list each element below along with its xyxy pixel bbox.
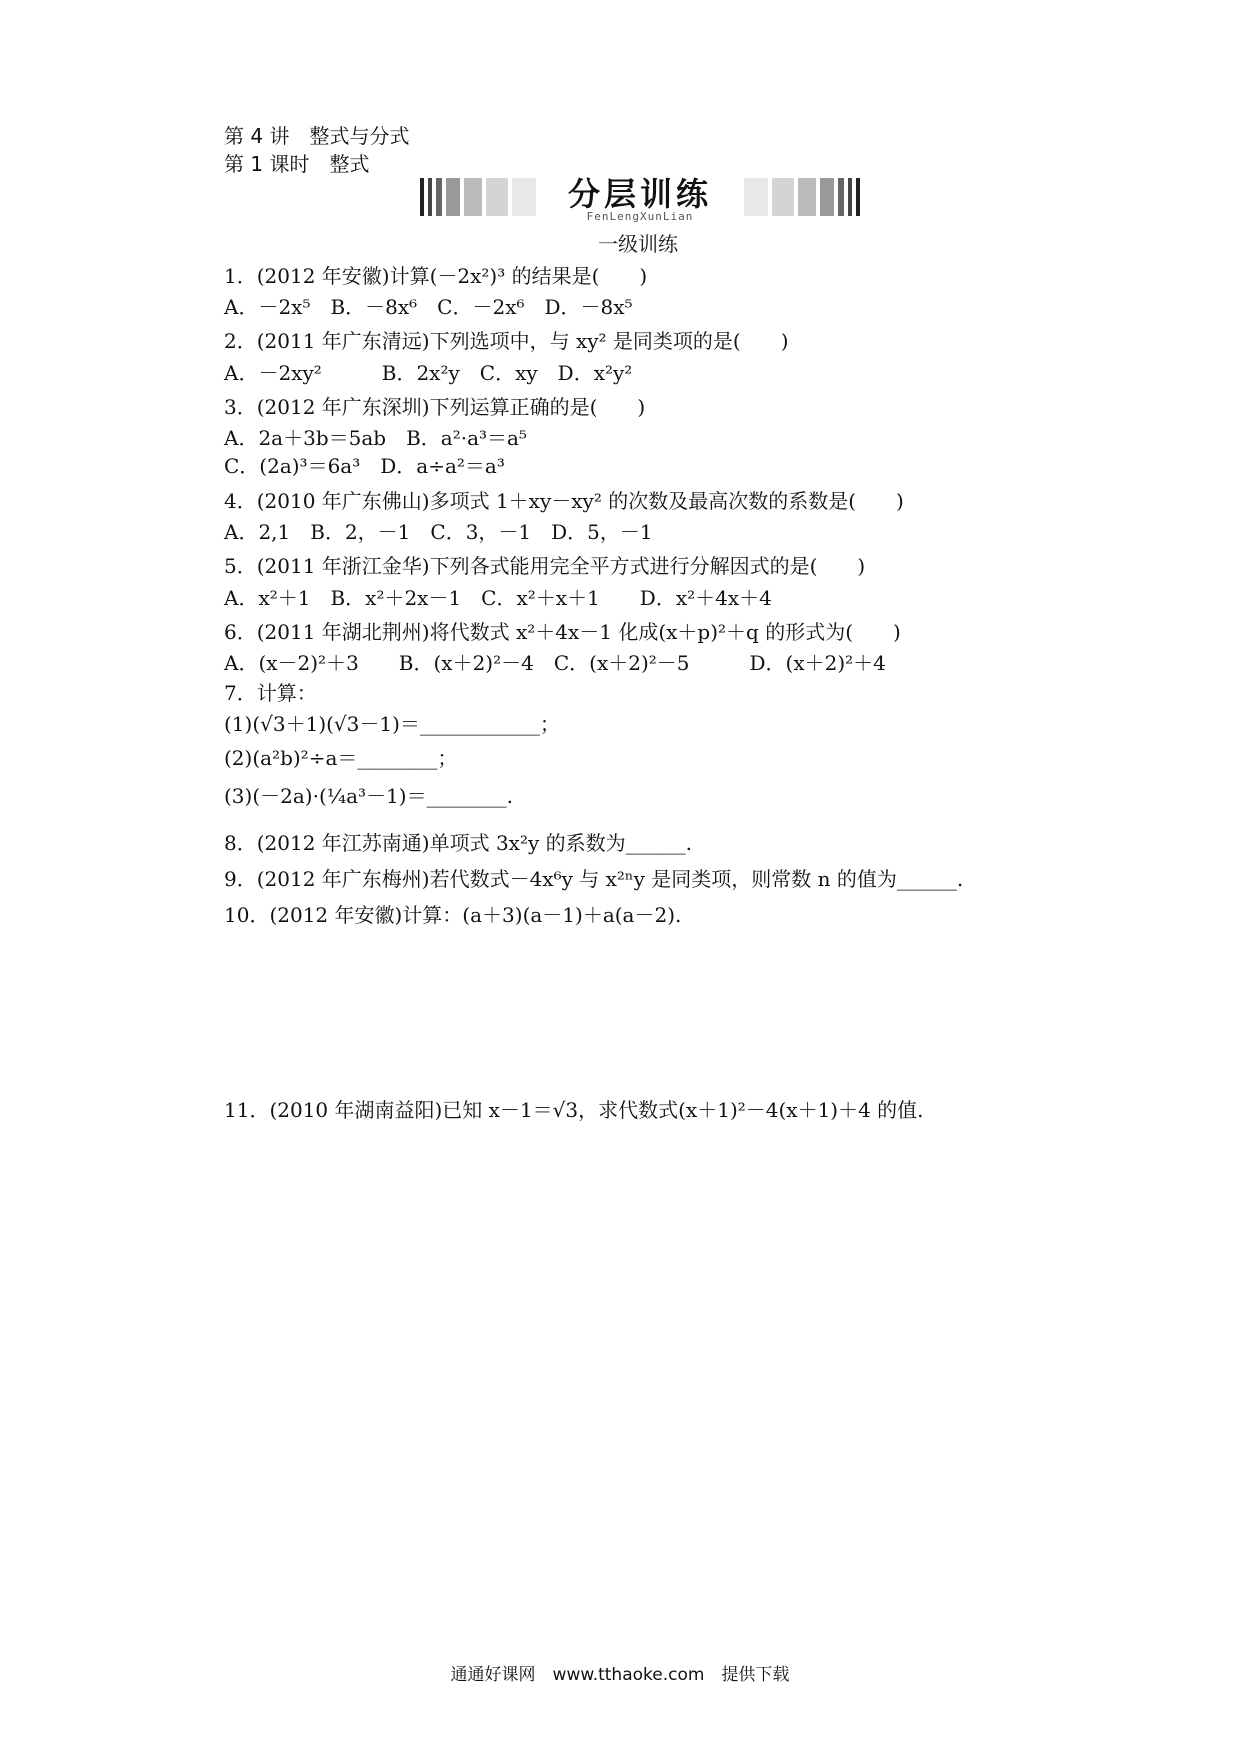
footer-credit: 通通好课网 www.tthaoke.com 提供下载	[450, 1665, 790, 1685]
banner-decoration-left	[420, 178, 540, 216]
question-11-stem: 11．(2010 年湖南益阳)已知 x－1＝√3，求代数式(x＋1)²－4(x＋1)＋4 的值.	[224, 1098, 924, 1122]
question-3-options-cd: C．(2a)³＝6a³ D．a÷a²＝a³	[224, 454, 505, 478]
question-9-stem: 9．(2012 年广东梅州)若代数式－4x⁶y 与 x²ⁿy 是同类项，则常数 n 的值为______.	[224, 867, 964, 891]
section-banner	[420, 175, 860, 223]
lesson-title: 第 1 课时 整式	[224, 152, 370, 176]
training-level: 一级训练	[598, 232, 678, 256]
lecture-title: 第 4 讲 整式与分式	[224, 124, 410, 148]
question-5-options: A．x²＋1 B．x²＋2x－1 C．x²＋x＋1 D．x²＋4x＋4	[224, 586, 772, 610]
question-3-options-ab: A．2a＋3b＝5ab B．a²·a³＝a⁵	[224, 426, 527, 450]
question-4-options: A．2,1 B．2，－1 C．3，－1 D．5，－1	[224, 520, 653, 544]
banner-title: 分层训练	[567, 175, 712, 213]
question-7-part-1: (1)(√3＋1)(√3－1)＝____________；	[224, 712, 560, 736]
question-1-options: A．－2x⁵ B．－8x⁶ C．－2x⁶ D．－8x⁵	[224, 295, 633, 319]
question-7-stem: 7．计算：	[224, 681, 317, 705]
question-6-stem: 6．(2011 年湖北荆州)将代数式 x²＋4x－1 化成(x＋p)²＋q 的形式为( )	[224, 620, 901, 644]
question-10-stem: 10．(2012 年安徽)计算：(a＋3)(a－1)＋a(a－2).	[224, 903, 682, 927]
question-1-stem: 1．(2012 年安徽)计算(－2x²)³ 的结果是( )	[224, 264, 648, 288]
question-6-options: A．(x－2)²＋3 B．(x＋2)²－4 C．(x＋2)²－5 D．(x＋2)²＋4	[224, 651, 886, 675]
question-7-part-2: (2)(a²b)²÷a＝________；	[224, 746, 458, 770]
question-2-options: A．－2xy² B．2x²y C．xy D．x²y²	[224, 361, 633, 385]
question-4-stem: 4．(2010 年广东佛山)多项式 1＋xy－xy² 的次数及最高次数的系数是( )	[224, 489, 904, 513]
question-2-stem: 2．(2011 年广东清远)下列选项中，与 xy² 是同类项的是( )	[224, 329, 789, 353]
question-3-stem: 3．(2012 年广东深圳)下列运算正确的是( )	[224, 395, 646, 419]
question-8-stem: 8．(2012 年江苏南通)单项式 3x²y 的系数为______.	[224, 831, 692, 855]
question-5-stem: 5．(2011 年浙江金华)下列各式能用完全平方式进行分解因式的是( )	[224, 554, 866, 578]
question-7-part-3: (3)(－2a)·(¼a³－1)＝________.	[224, 784, 513, 808]
banner-decoration-right	[744, 178, 860, 216]
banner-subtitle: FenLengXunLian	[586, 210, 694, 223]
